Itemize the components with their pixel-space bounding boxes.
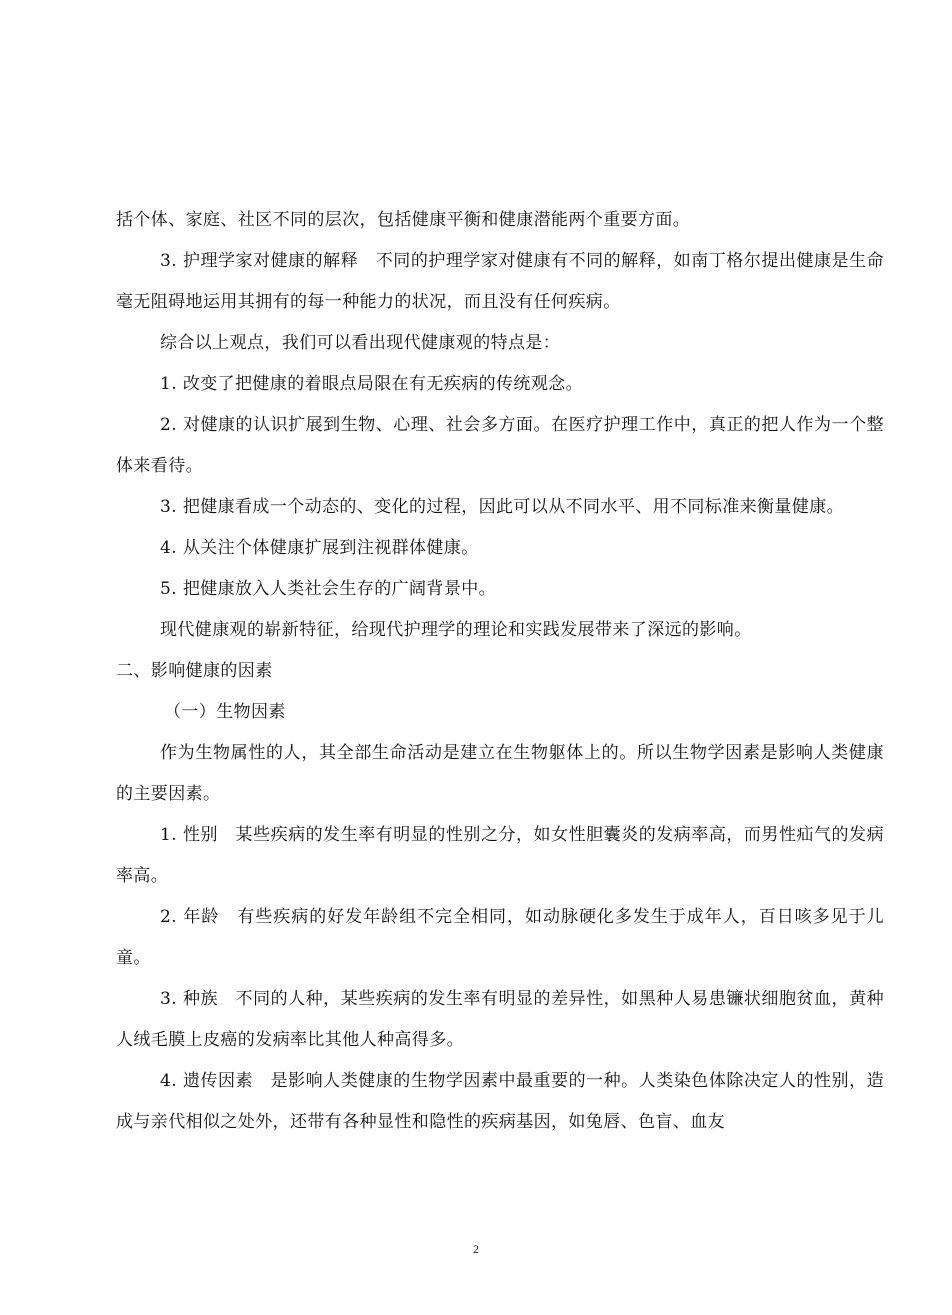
section-heading: 二、影响健康的因素 [116, 661, 273, 681]
list-item-feature-4: 4. 从关注个体健康扩展到注视群体健康。 [160, 538, 479, 558]
list-item-age: 2. 年龄 有些疾病的好发年龄组不完全相同，如动脉硬化多发生于成年人，百日咳多见于儿童。 [116, 907, 884, 968]
paragraph-conclusion: 现代健康观的崭新特征，给现代护理学的理论和实践发展带来了深远的影响。 [160, 620, 752, 640]
list-item-feature-1: 1. 改变了把健康的着眼点局限在有无疾病的传统观念。 [160, 374, 584, 394]
subsection-heading: （一）生物因素 [164, 702, 286, 722]
body-text [116, 200, 884, 1143]
list-item-genetics: 4. 遗传因素 是影响人类健康的生物学因素中最重要的一种。人类染色体除决定人的性别，造成与亲代相似之处外，还带有各种显性和隐性的疾病基因，如兔唇、色盲、血友 [116, 1071, 884, 1132]
list-item-feature-3: 3. 把健康看成一个动态的、变化的过程，因此可以从不同水平、用不同标准来衡量健康。 [160, 497, 845, 517]
paragraph-summary-intro: 综合以上观点，我们可以看出现代健康观的特点是： [160, 333, 561, 353]
list-item-gender: 1. 性别 某些疾病的发生率有明显的性别之分，如女性胆囊炎的发病率高，而男性疝气的发病率高。 [116, 825, 884, 886]
paragraph-biological-intro: 作为生物属性的人，其全部生命活动是建立在生物躯体上的。所以生物学因素是影响人类健康的主要因素。 [116, 743, 884, 804]
list-item-race: 3. 种族 不同的人种，某些疾病的发生率有明显的差异性，如黑种人易患镰状细胞贫血，黄种人绒毛膜上皮癌的发病率比其他人种高得多。 [116, 989, 884, 1050]
paragraph-nursing-definition: 3. 护理学家对健康的解释 不同的护理学家对健康有不同的解释，如南丁格尔提出健康是生命毫无阻碍地运用其拥有的每一种能力的状况，而且没有任何疾病。 [116, 251, 884, 312]
paragraph-continuation: 括个体、家庭、社区不同的层次，包括健康平衡和健康潜能两个重要方面。 [116, 210, 691, 230]
list-item-feature-5: 5. 把健康放入人类社会生存的广阔背景中。 [160, 579, 497, 599]
list-item-feature-2: 2. 对健康的认识扩展到生物、心理、社会多方面。在医疗护理工作中，真正的把人作为一个整体来看待。 [116, 415, 884, 476]
page-number: 2 [473, 1242, 479, 1256]
